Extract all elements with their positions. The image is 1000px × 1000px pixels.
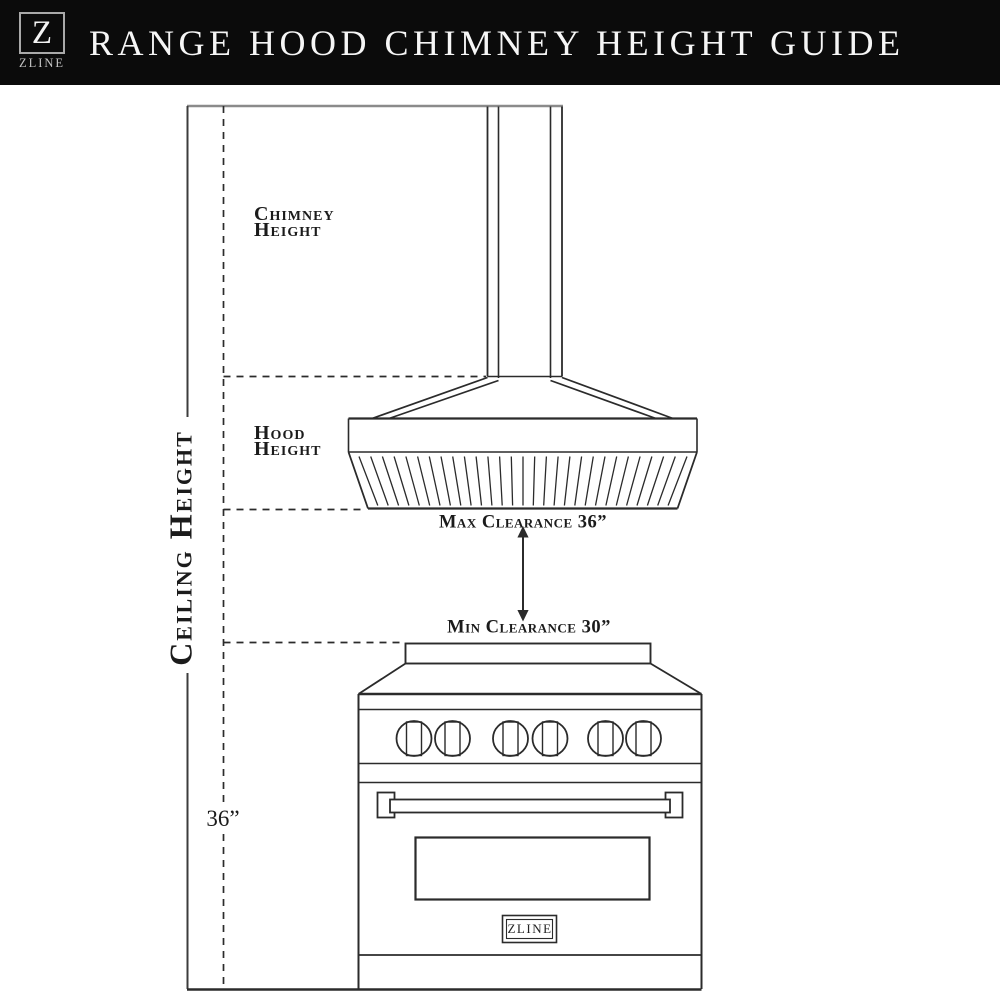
range-knob-2 <box>435 721 470 756</box>
range-knob-grip-5 <box>598 722 613 756</box>
range-backguard <box>406 644 651 664</box>
range-badge-label: ZLINE <box>507 921 553 936</box>
zline-logo-mark <box>19 12 65 54</box>
range-cooktop-slopes <box>359 664 702 695</box>
range-knob-3 <box>493 721 528 756</box>
range-knob-grip-2 <box>445 722 460 756</box>
min-clearance-label: Min Clearance 30” <box>447 617 611 638</box>
hood-height-label <box>254 422 322 460</box>
range-panel-lines <box>359 710 702 783</box>
range-knob-1 <box>397 721 432 756</box>
hood-roof-slopes <box>372 378 673 419</box>
chimney-drawing <box>488 107 563 379</box>
range-knob-grip-3 <box>503 722 518 756</box>
oven-window <box>416 838 650 900</box>
hood-baffle-slats <box>359 457 687 506</box>
zline-logo-brand: ZLINE <box>18 56 66 70</box>
hood-height-label-line1: Hood <box>254 422 306 444</box>
chimney-inner-walls <box>499 107 551 379</box>
range-knob-4 <box>533 721 568 756</box>
range-height-label: 36” <box>202 806 243 832</box>
range-knob-grip-4 <box>543 722 558 756</box>
chimney-height-label-line2: Height <box>254 218 322 241</box>
page-title: RANGE HOOD CHIMNEY HEIGHT GUIDE <box>89 22 905 63</box>
clearance-arrow <box>517 526 528 622</box>
chimney-height-label-line1: Chimney <box>254 203 335 225</box>
hood-band-body <box>349 419 698 453</box>
range-knob-grip-6 <box>636 722 651 756</box>
zline-logo <box>17 12 67 71</box>
measurement-lines <box>187 106 563 989</box>
max-clearance-label: Max Clearance 36” <box>438 512 608 533</box>
range-knob-6 <box>626 721 661 756</box>
range-drawing <box>187 644 702 990</box>
hood-height-label-line2: Height <box>254 437 322 460</box>
chimney-height-label <box>254 203 335 241</box>
zline-logo-letter: Z <box>31 14 53 51</box>
header <box>0 0 1000 85</box>
ceiling-height-label: Ceiling Height <box>162 430 199 666</box>
oven-handle-bar <box>390 800 670 813</box>
range-knobs <box>397 721 662 756</box>
hood-drawing <box>349 378 698 509</box>
range-knob-grip-1 <box>407 722 422 756</box>
range-knob-5 <box>588 721 623 756</box>
